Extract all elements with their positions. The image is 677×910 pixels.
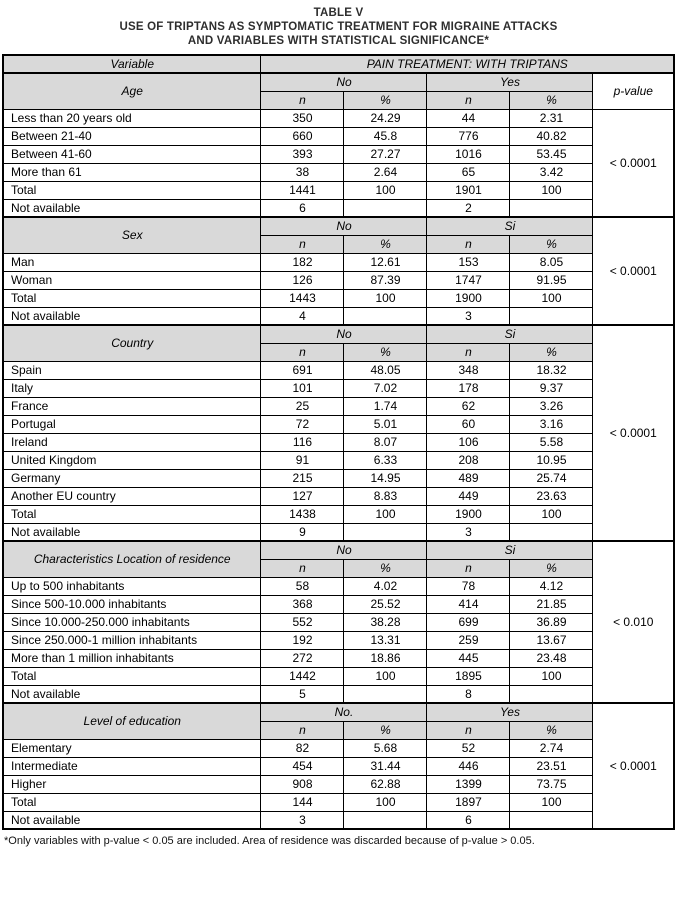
value-cell: 153 <box>427 253 510 271</box>
value-cell: 2.74 <box>510 739 593 757</box>
value-cell: 38 <box>261 163 344 181</box>
value-cell: 348 <box>427 361 510 379</box>
no-column-header: No. <box>261 703 427 721</box>
value-cell: 10.95 <box>510 451 593 469</box>
percent-subheader: % <box>344 91 427 109</box>
value-cell: 78 <box>427 577 510 595</box>
value-cell: 1897 <box>427 793 510 811</box>
row-label: Germany <box>3 469 261 487</box>
table-row <box>3 631 674 649</box>
section-header-row-country <box>3 325 674 343</box>
table-title-line3: AND VARIABLES WITH STATISTICAL SIGNIFICANCE* <box>187 35 490 47</box>
row-label: Italy <box>3 379 261 397</box>
value-cell: 25 <box>261 397 344 415</box>
value-cell: 14.95 <box>344 469 427 487</box>
pvalue-residence: < 0.010 <box>593 541 674 703</box>
section-name-residence: Characteristics Location of residence <box>3 541 261 577</box>
value-cell: 2.31 <box>510 109 593 127</box>
row-label: Man <box>3 253 261 271</box>
row-label: Less than 20 years old <box>3 109 261 127</box>
value-cell: 215 <box>261 469 344 487</box>
no-column-header: No <box>261 541 427 559</box>
section-name-sex: Sex <box>3 217 261 253</box>
value-cell <box>344 685 427 703</box>
value-cell <box>344 307 427 325</box>
row-label: France <box>3 397 261 415</box>
value-cell: 350 <box>261 109 344 127</box>
value-cell <box>344 523 427 541</box>
percent-subheader: % <box>344 721 427 739</box>
value-cell: 3 <box>261 811 344 829</box>
row-label: Up to 500 inhabitants <box>3 577 261 595</box>
value-cell: 45.8 <box>344 127 427 145</box>
value-cell: 36.89 <box>510 613 593 631</box>
value-cell: 8.05 <box>510 253 593 271</box>
section-name-age: Age <box>3 73 261 109</box>
value-cell: 91 <box>261 451 344 469</box>
n-subheader: n <box>427 343 510 361</box>
yes-column-header: Si <box>427 541 593 559</box>
table-row <box>3 181 674 199</box>
row-label: Since 10.000-250.000 inhabitants <box>3 613 261 631</box>
value-cell: 62.88 <box>344 775 427 793</box>
value-cell: 454 <box>261 757 344 775</box>
table-row <box>3 361 674 379</box>
value-cell <box>510 199 593 217</box>
table-row <box>3 649 674 667</box>
value-cell: 699 <box>427 613 510 631</box>
value-cell: 100 <box>510 181 593 199</box>
value-cell: 272 <box>261 649 344 667</box>
triptans-table <box>2 54 675 830</box>
value-cell: 3 <box>427 307 510 325</box>
value-cell: 1747 <box>427 271 510 289</box>
row-label: Portugal <box>3 415 261 433</box>
value-cell: 3.26 <box>510 397 593 415</box>
value-cell: 4 <box>261 307 344 325</box>
row-label: Not available <box>3 199 261 217</box>
value-cell: 446 <box>427 757 510 775</box>
table-row <box>3 667 674 685</box>
value-cell: 1.74 <box>344 397 427 415</box>
yes-column-header: Yes <box>427 703 593 721</box>
percent-subheader: % <box>510 235 593 253</box>
value-cell: 23.51 <box>510 757 593 775</box>
value-cell: 127 <box>261 487 344 505</box>
value-cell: 1442 <box>261 667 344 685</box>
row-label: More than 61 <box>3 163 261 181</box>
n-subheader: n <box>427 235 510 253</box>
row-label: Spain <box>3 361 261 379</box>
value-cell: 3 <box>427 523 510 541</box>
value-cell: 13.67 <box>510 631 593 649</box>
value-cell: 53.45 <box>510 145 593 163</box>
row-label: Not available <box>3 811 261 829</box>
value-cell: 60 <box>427 415 510 433</box>
row-label: Ireland <box>3 433 261 451</box>
yes-column-header: Yes <box>427 73 593 91</box>
value-cell: 100 <box>510 505 593 523</box>
value-cell: 52 <box>427 739 510 757</box>
value-cell: 18.86 <box>344 649 427 667</box>
row-label: Elementary <box>3 739 261 757</box>
table-row <box>3 253 674 271</box>
table-row <box>3 271 674 289</box>
value-cell: 106 <box>427 433 510 451</box>
value-cell: 1438 <box>261 505 344 523</box>
table-row <box>3 289 674 307</box>
percent-subheader: % <box>510 721 593 739</box>
n-subheader: n <box>427 721 510 739</box>
no-column-header: No <box>261 217 427 235</box>
value-cell: 4.02 <box>344 577 427 595</box>
value-cell: 100 <box>510 667 593 685</box>
table-row <box>3 739 674 757</box>
value-cell: 100 <box>344 793 427 811</box>
value-cell: 87.39 <box>344 271 427 289</box>
section-header-row-residence <box>3 541 674 559</box>
value-cell: 660 <box>261 127 344 145</box>
value-cell: 1441 <box>261 181 344 199</box>
value-cell: 27.27 <box>344 145 427 163</box>
table-row <box>3 523 674 541</box>
value-cell: 489 <box>427 469 510 487</box>
table-row <box>3 469 674 487</box>
value-cell: 1443 <box>261 289 344 307</box>
table-row <box>3 145 674 163</box>
value-cell: 178 <box>427 379 510 397</box>
value-cell: 2.64 <box>344 163 427 181</box>
value-cell: 691 <box>261 361 344 379</box>
table-row <box>3 307 674 325</box>
section-header-row-education <box>3 703 674 721</box>
value-cell: 8.83 <box>344 487 427 505</box>
no-column-header: No <box>261 325 427 343</box>
value-cell: 21.85 <box>510 595 593 613</box>
percent-subheader: % <box>510 91 593 109</box>
value-cell: 25.52 <box>344 595 427 613</box>
value-cell <box>344 199 427 217</box>
n-subheader: n <box>261 343 344 361</box>
row-label: Since 500-10.000 inhabitants <box>3 595 261 613</box>
value-cell: 62 <box>427 397 510 415</box>
value-cell: 73.75 <box>510 775 593 793</box>
value-cell: 126 <box>261 271 344 289</box>
row-label: Not available <box>3 307 261 325</box>
value-cell: 13.31 <box>344 631 427 649</box>
value-cell <box>510 523 593 541</box>
value-cell: 192 <box>261 631 344 649</box>
value-cell: 6 <box>261 199 344 217</box>
value-cell: 100 <box>510 793 593 811</box>
n-subheader: n <box>261 721 344 739</box>
value-cell: 8.07 <box>344 433 427 451</box>
value-cell: 4.12 <box>510 577 593 595</box>
value-cell: 182 <box>261 253 344 271</box>
value-cell: 776 <box>427 127 510 145</box>
value-cell: 48.05 <box>344 361 427 379</box>
value-cell: 91.95 <box>510 271 593 289</box>
row-label: Total <box>3 289 261 307</box>
value-cell: 23.48 <box>510 649 593 667</box>
value-cell: 1895 <box>427 667 510 685</box>
table-row <box>3 811 674 829</box>
table-title-line1: TABLE V <box>313 7 364 19</box>
n-subheader: n <box>427 559 510 577</box>
table-row <box>3 451 674 469</box>
value-cell: 5.58 <box>510 433 593 451</box>
value-cell <box>510 685 593 703</box>
row-label: Total <box>3 793 261 811</box>
table-row <box>3 487 674 505</box>
value-cell: 18.32 <box>510 361 593 379</box>
table-row <box>3 595 674 613</box>
value-cell: 9 <box>261 523 344 541</box>
pvalue-column-header: p-value <box>593 73 674 109</box>
row-label: Another EU country <box>3 487 261 505</box>
row-label: Woman <box>3 271 261 289</box>
value-cell: 6 <box>427 811 510 829</box>
pvalue-education: < 0.0001 <box>593 703 674 829</box>
value-cell: 3.16 <box>510 415 593 433</box>
value-cell: 38.28 <box>344 613 427 631</box>
value-cell: 101 <box>261 379 344 397</box>
value-cell: 414 <box>427 595 510 613</box>
value-cell: 100 <box>344 667 427 685</box>
value-cell: 6.33 <box>344 451 427 469</box>
table-footnote: *Only variables with p-value < 0.05 are included. Area of residence was discarded because of p-value > 0.05. <box>4 835 535 847</box>
value-cell: 1901 <box>427 181 510 199</box>
treatment-column-header: PAIN TREATMENT: WITH TRIPTANS <box>261 55 674 73</box>
value-cell: 2 <box>427 199 510 217</box>
table-row <box>3 757 674 775</box>
row-label: Since 250.000-1 million inhabitants <box>3 631 261 649</box>
value-cell: 72 <box>261 415 344 433</box>
value-cell: 5 <box>261 685 344 703</box>
value-cell: 908 <box>261 775 344 793</box>
table-title <box>0 6 677 54</box>
value-cell: 44 <box>427 109 510 127</box>
row-label: United Kingdom <box>3 451 261 469</box>
value-cell: 100 <box>344 505 427 523</box>
percent-subheader: % <box>510 343 593 361</box>
percent-subheader: % <box>510 559 593 577</box>
pvalue-age: < 0.0001 <box>593 109 674 217</box>
row-label: More than 1 million inhabitants <box>3 649 261 667</box>
table-row <box>3 109 674 127</box>
yes-column-header: Si <box>427 217 593 235</box>
table-row <box>3 397 674 415</box>
row-label: Higher <box>3 775 261 793</box>
table-row <box>3 199 674 217</box>
value-cell <box>510 811 593 829</box>
section-header-row-age <box>3 73 674 91</box>
table-row <box>3 433 674 451</box>
table-row <box>3 163 674 181</box>
table-header-row <box>3 55 674 73</box>
row-label: Not available <box>3 523 261 541</box>
table-row <box>3 613 674 631</box>
value-cell: 1900 <box>427 289 510 307</box>
row-label: Not available <box>3 685 261 703</box>
value-cell: 445 <box>427 649 510 667</box>
table-row <box>3 775 674 793</box>
value-cell: 449 <box>427 487 510 505</box>
table-title-line2: USE OF TRIPTANS AS SYMPTOMATIC TREATMENT FOR MIGRAINE ATTACKS <box>119 21 558 33</box>
section-name-education: Level of education <box>3 703 261 739</box>
row-label: Total <box>3 667 261 685</box>
pvalue-country: < 0.0001 <box>593 325 674 541</box>
value-cell: 368 <box>261 595 344 613</box>
value-cell: 23.63 <box>510 487 593 505</box>
row-label: Between 21-40 <box>3 127 261 145</box>
value-cell: 1900 <box>427 505 510 523</box>
value-cell: 82 <box>261 739 344 757</box>
section-name-country: Country <box>3 325 261 361</box>
value-cell: 100 <box>344 181 427 199</box>
value-cell: 393 <box>261 145 344 163</box>
table-row <box>3 127 674 145</box>
row-label: Total <box>3 181 261 199</box>
table-row <box>3 793 674 811</box>
value-cell: 144 <box>261 793 344 811</box>
value-cell: 5.01 <box>344 415 427 433</box>
value-cell: 24.29 <box>344 109 427 127</box>
value-cell <box>510 307 593 325</box>
value-cell: 7.02 <box>344 379 427 397</box>
value-cell: 40.82 <box>510 127 593 145</box>
no-column-header: No <box>261 73 427 91</box>
table-row <box>3 577 674 595</box>
value-cell: 1399 <box>427 775 510 793</box>
n-subheader: n <box>427 91 510 109</box>
table-row <box>3 505 674 523</box>
value-cell: 25.74 <box>510 469 593 487</box>
value-cell: 552 <box>261 613 344 631</box>
percent-subheader: % <box>344 235 427 253</box>
value-cell: 65 <box>427 163 510 181</box>
value-cell: 100 <box>510 289 593 307</box>
table-row <box>3 415 674 433</box>
percent-subheader: % <box>344 343 427 361</box>
variable-column-header: Variable <box>3 55 261 73</box>
value-cell: 8 <box>427 685 510 703</box>
value-cell: 100 <box>344 289 427 307</box>
pvalue-sex: < 0.0001 <box>593 217 674 325</box>
n-subheader: n <box>261 559 344 577</box>
value-cell: 208 <box>427 451 510 469</box>
n-subheader: n <box>261 91 344 109</box>
value-cell <box>344 811 427 829</box>
value-cell: 3.42 <box>510 163 593 181</box>
value-cell: 12.61 <box>344 253 427 271</box>
row-label: Between 41-60 <box>3 145 261 163</box>
value-cell: 5.68 <box>344 739 427 757</box>
yes-column-header: Si <box>427 325 593 343</box>
section-header-row-sex <box>3 217 674 235</box>
row-label: Intermediate <box>3 757 261 775</box>
table-row <box>3 379 674 397</box>
n-subheader: n <box>261 235 344 253</box>
value-cell: 9.37 <box>510 379 593 397</box>
value-cell: 259 <box>427 631 510 649</box>
value-cell: 58 <box>261 577 344 595</box>
value-cell: 116 <box>261 433 344 451</box>
value-cell: 1016 <box>427 145 510 163</box>
percent-subheader: % <box>344 559 427 577</box>
value-cell: 31.44 <box>344 757 427 775</box>
row-label: Total <box>3 505 261 523</box>
table-row <box>3 685 674 703</box>
